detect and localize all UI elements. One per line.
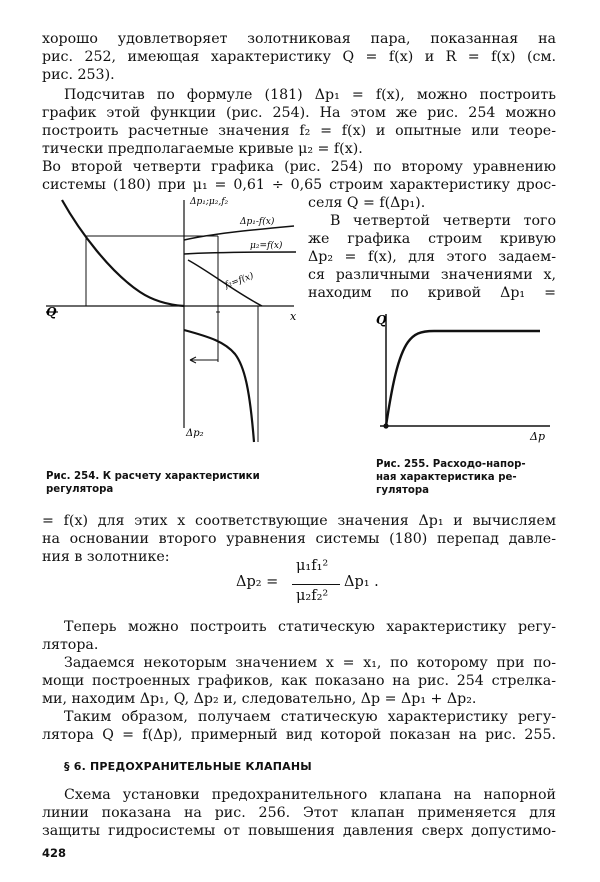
text-line: Δp₂ = f(x), для этого задаем- — [308, 249, 556, 265]
text-line: защиты гидросистемы от повышения давления сверх допустимо- — [42, 823, 556, 839]
curve-label-f2: f₂=f(x) — [223, 271, 256, 291]
text-line: Во второй четверти графика (рис. 254) по второму уравнению — [42, 159, 556, 175]
formula-numerator: μ₁f₁² — [296, 558, 329, 574]
figure-254-caption: Рис. 254. К расчету характеристики — [46, 471, 260, 482]
q-axis-label: Q — [46, 305, 57, 319]
figure-255-caption: Рис. 255. Расходо-напор- — [376, 459, 526, 470]
text-line: построить расчетные значения f₂ = f(x) и опытные или теоре- — [42, 123, 556, 139]
text-line: хорошо удовлетворяет золотниковая пара, показанная на — [42, 31, 556, 47]
text-line: Подсчитав по формуле (181) Δp₁ = f(x), можно построить — [64, 87, 556, 103]
text-line: рис. 252, имеющая характеристику Q = f(x) и R = f(x) (см. — [42, 49, 556, 65]
text-line: ния в золотнике: — [42, 549, 170, 565]
section-heading: § 6. ПРЕДОХРАНИТЕЛЬНЫЕ КЛАПАНЫ — [64, 760, 312, 773]
text-line: рис. 253). — [42, 67, 115, 83]
text-line: лятора Q = f(Δp), примерный вид которой показан на рис. 255. — [42, 727, 556, 743]
characteristic-curve — [386, 331, 540, 426]
text-line: системы (180) при μ₁ = 0,61 ÷ 0,65 строим характеристику дрос- — [42, 177, 556, 193]
formula-denominator: μ₂f₂² — [296, 588, 329, 604]
formula-rhs: Δp₁ . — [344, 574, 379, 590]
figure-254 — [40, 192, 308, 464]
text-line: на основании второго уравнения системы (180) перепад давле- — [42, 531, 556, 547]
y-axis-label: Q — [376, 313, 387, 327]
curve-label-mu2: μ₂=f(x) — [250, 241, 283, 251]
text-line: же графика строим кривую — [308, 231, 556, 247]
dp1-curve — [184, 226, 294, 240]
dp2-curve — [184, 330, 254, 442]
text-line: ми, находим Δp₁, Q, Δp₂ и, следовательно, Δp = Δp₁ + Δp₂. — [42, 691, 477, 707]
curve-label-dp1: Δp₁-f(x) — [240, 217, 275, 227]
text-line: Теперь можно построить статическую характеристику регу- — [64, 619, 556, 635]
text-line: ся различными значениями x, — [308, 267, 556, 283]
dp2-axis-label: Δp₂ — [186, 428, 204, 439]
text-line: лятора. — [42, 637, 99, 653]
text-line: = f(x) для этих x соответствующие значения Δp₁ и вычисляем — [42, 513, 556, 529]
text-line: тически предполагаемые кривые μ₂ = f(x). — [42, 141, 363, 157]
y-axis-label: Δp₁;μ₂,f₂ — [190, 197, 229, 207]
text-line: находим по кривой Δp₁ = — [308, 285, 556, 301]
text-line: Таким образом, получаем статическую характеристику регу- — [64, 709, 556, 725]
text-line: селя Q = f(Δp₁). — [308, 195, 426, 211]
fraction-bar — [292, 584, 340, 585]
formula-lhs: Δp₂ = — [236, 574, 279, 590]
x-axis-label: x — [290, 310, 297, 323]
mu2-curve — [184, 252, 296, 254]
x-axis-label: Δp — [530, 430, 545, 443]
throttle-curve — [62, 200, 184, 306]
text-line: В четвертой четверти того — [330, 213, 556, 229]
figure-255-caption: гулятора — [376, 485, 430, 496]
text-line: линии показана на рис. 256. Этот клапан применяется для — [42, 805, 556, 821]
figure-255-caption: ная характеристика ре- — [376, 472, 517, 483]
text-line: мощи построенных графиков, как показано на рис. 254 стрелка- — [42, 673, 556, 689]
figure-255 — [370, 306, 560, 446]
text-line: график этой функции (рис. 254). На этом же рис. 254 можно — [42, 105, 556, 121]
text-line: Схема установки предохранительного клапана на напорной — [64, 787, 556, 803]
figure-254-caption: регулятора — [46, 484, 114, 495]
page-number: 428 — [42, 846, 67, 860]
text-line: Задаемся некоторым значением x = x₁, по которому при по- — [64, 655, 556, 671]
